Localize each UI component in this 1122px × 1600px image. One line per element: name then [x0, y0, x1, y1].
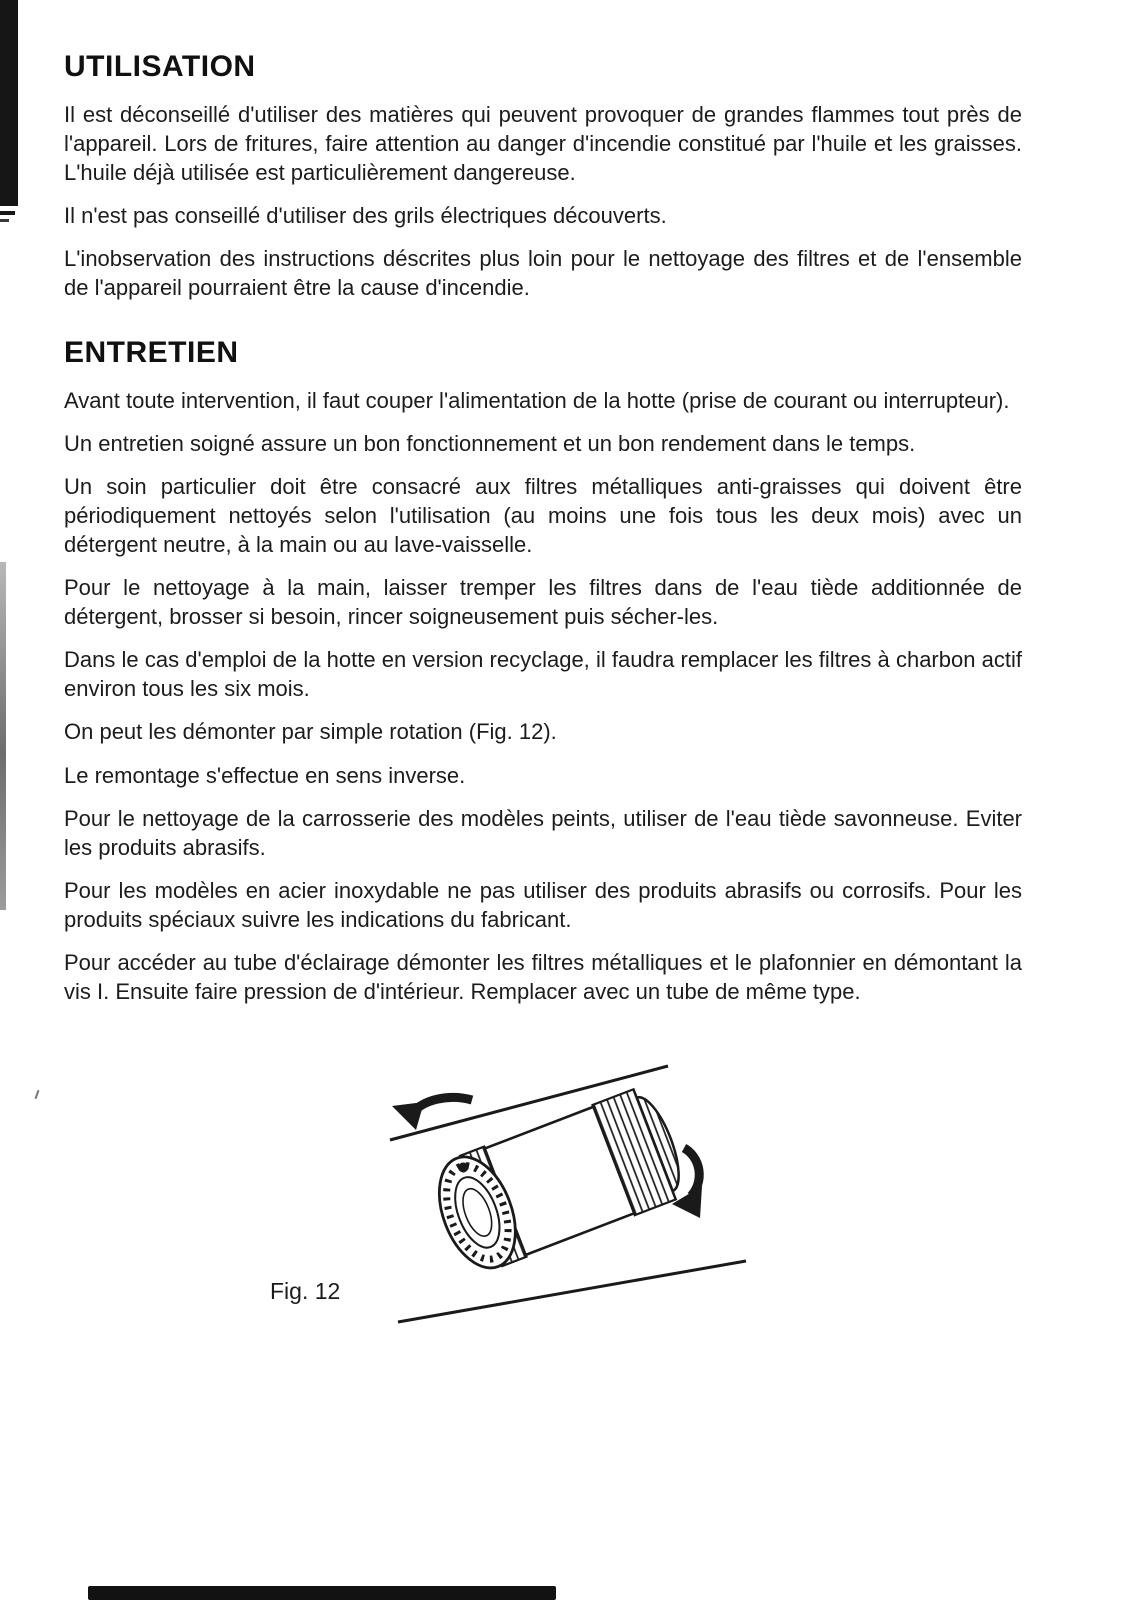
scan-artifact-dash	[0, 211, 15, 215]
paragraph: Dans le cas d'emploi de la hotte en version recyclage, il faudra remplacer les filtres à charbon actif environ tous les six mois.	[64, 647, 1022, 702]
paragraph: Pour le nettoyage à la main, laisser tremper les filtres dans de l'eau tiède additionnée de détergent, brosser si besoin, rincer soigneusement puis sécher-les.	[64, 575, 1022, 630]
section-utilisation	[64, 50, 1022, 302]
paragraph: Il n'est pas conseillé d'utiliser des grils électriques découverts.	[64, 203, 667, 229]
paragraph: Il est déconseillé d'utiliser des matières qui peuvent provoquer de grandes flammes tout près de l'appareil. Lors de fritures, faire attention au danger d'incendie constitué par l'huile et les graisses. L'huile déjà utilisée est particulièrement dangereuse.	[64, 102, 1022, 186]
paragraph: Un soin particulier doit être consacré aux filtres métalliques anti-graisses qui doivent être périodiquement nettoyés selon l'utilisation (au moins une fois tous les deux mois) avec un détergent neutre, à la main ou au lave-vaisselle.	[64, 474, 1022, 558]
scan-artifact-dash	[0, 219, 9, 222]
figure-12	[64, 1052, 1022, 1347]
section-heading-utilisation: UTILISATION	[64, 50, 256, 83]
scan-artifact-left-strip	[0, 562, 6, 910]
paragraph: Pour le nettoyage de la carrosserie des modèles peints, utiliser de l'eau tiède savonneuse. Eviter les produits abrasifs.	[64, 805, 1022, 860]
figure-caption: Fig. 12	[270, 1277, 341, 1304]
paragraph: L'inobservation des instructions déscrites plus loin pour le nettoyage des filtres et de l'ensemble de l'appareil pourraient être la cause d'incendie.	[64, 246, 1022, 301]
scan-artifact-left-bar	[0, 0, 18, 206]
scan-artifact-bottom-bar	[88, 1586, 556, 1600]
paragraph: Pour les modèles en acier inoxydable ne pas utiliser des produits abrasifs ou corrosifs. Pour les produits spéciaux suivre les indications du fabricant.	[64, 877, 1022, 932]
section-entretien	[64, 336, 1022, 1006]
paragraph: Le remontage s'effectue en sens inverse.	[64, 762, 466, 788]
section-heading-entretien: ENTRETIEN	[64, 336, 239, 370]
paragraph: On peut les démonter par simple rotation (Fig. 12).	[64, 719, 557, 745]
page-content	[64, 50, 1022, 1347]
paragraph: Pour accéder au tube d'éclairage démonter les filtres métalliques et le plafonnier en démontant la vis I. Ensuite faire pression de d'intérieur. Remplacer avec un tube de même type.	[64, 949, 1022, 1004]
paragraph: Un entretien soigné assure un bon fonctionnement et un bon rendement dans le temps.	[64, 431, 916, 457]
scan-artifact-speck	[35, 1090, 40, 1099]
paragraph: Avant toute intervention, il faut couper l'alimentation de la hotte (prise de courant ou interrupteur).	[64, 388, 1010, 414]
charcoal-filter-rotation-drawing	[386, 1052, 786, 1337]
